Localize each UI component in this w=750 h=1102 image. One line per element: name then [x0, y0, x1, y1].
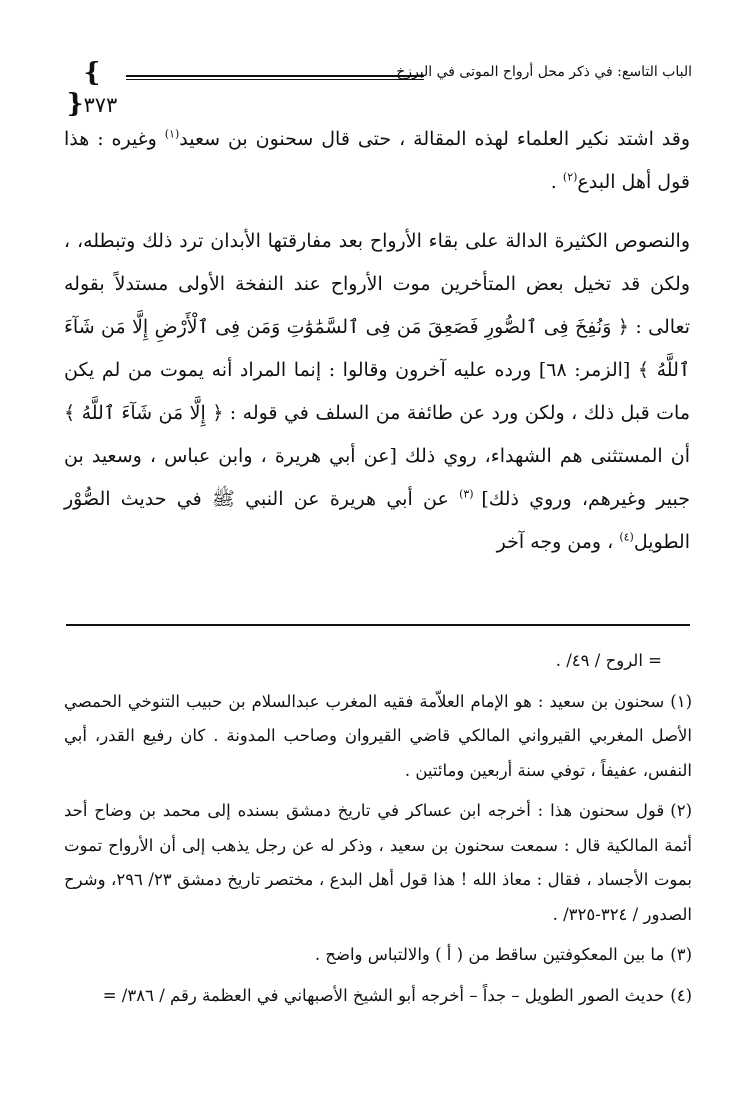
footnote-2: (٢)قول سحنون هذا : أخرجه ابن عساكر في تاريخ دمشق بسنده إلى محمد بن وضاح أحد أئمة المالكية قال : سمعت سحنون بن سعيد ، وذكر له عن رجل يذهب إلى أن الأرواح تموت بموت الأجساد ، فقال : معاذ الله ! هذا قول أهل البدع ، مختصر تاريخ دمشق ٢٣/ ٢٩٦، وشرح الصدور / ٣٢٤-٣٢٥/ .: [64, 801, 693, 924]
footnote-continuation: = الروح / ٤٩/ .: [555, 651, 662, 670]
footnote-number: (٣): [670, 945, 692, 964]
footnote-ref-3[interactable]: (٣): [459, 487, 482, 501]
paragraph-1: وقد اشتد نكير العلماء لهذه المقالة ، حتى قال سحنون بن سعيد$^{(١)}$ وغيره : هذا قول أهل البدع$^{(٢)}$ .: [64, 127, 691, 193]
page-number-box: [60, 58, 124, 119]
chapter-title: الباب التاسع: في ذكر محل أرواح الموتى في البرزخ: [396, 64, 692, 80]
header-rule-thin: [126, 79, 424, 80]
footnote-number: (٢): [670, 801, 692, 820]
header-rule: [126, 75, 424, 77]
page-number-bracket-icon: }: [83, 58, 101, 88]
running-header: [60, 52, 692, 119]
footnote-ref-4[interactable]: (٤): [619, 530, 634, 544]
footnote-number: (١): [670, 691, 692, 711]
page-number-bracket-icon: {: [66, 89, 84, 119]
quran-verse-1: ﴿ وَنُفِخَ فِى ٱلصُّورِ فَصَعِقَ مَن فِى ٱلسَّمَٰوَٰتِ وَمَن فِى ٱلْأَرْضِ إِلَّا مَن شَآءَ ٱللَّهُ ﴾: [64, 316, 690, 381]
footnote-ref-1[interactable]: (١): [164, 127, 180, 141]
footnote-1: (١)سحنون بن سعيد : هو الإمام العلاّمة فقيه المغرب عبدالسلام بن حبيب التنوخي الحمصي الأصل المغربي القيرواني المالكي قاضي القيروان وصاحب المدونة . كان رفيع القدر، أبي النفس، عفيفاً ، توفي سنة أربعين ومائتين .: [64, 691, 692, 780]
footnote-ref-2[interactable]: (٢): [562, 170, 578, 184]
main-text: [64, 118, 690, 564]
paragraph-2: والنصوص الكثيرة الدالة على بقاء الأرواح بعد مفارقتها الأبدان ترد ذلك وتبطله، ، ولكن قد تخيل بعض المتأخرين موت الأرواح عند النفخة الأولى مستدلاً بقوله تعالى : ﴿ وَنُفِخَ فِى ٱلصُّورِ فَصَعِقَ مَن فِى ٱلسَّمَٰوَٰتِ وَمَن فِى ٱلْأَرْضِ إِلَّا مَن شَآءَ ٱللَّهُ ﴾ [الزمر: ٦٨] ورده عليه آخرون وقالوا : إنما المراد أنه يموت من لم يكن مات قبل ذلك ، ولكن ورد عن طائفة من السلف في قوله : ﴿ إِلَّا مَن شَآءَ ٱللَّهُ ﴾ أن المستثنى هم الشهداء، روي ذلك [عن أبي هريرة ، وابن عباس ، وسعيد بن جبير وغيرهم، وروي ذلك] $^{(٣)}$ عن أبي هريرة عن النبي ﷺ في حديث الصُّوْر الطويل$^{(٤)}$ ، ومن وجه آخر: [64, 230, 691, 553]
quran-verse-2: ﴿ إِلَّا مَن شَآءَ ٱللَّهُ ﴾: [64, 402, 224, 424]
footnote-number: (٤): [670, 985, 692, 1005]
footnotes: [64, 644, 692, 1019]
footnote-3: (٣)ما بين المعكوفتين ساقط من ( أ ) والالتباس واضح .: [314, 945, 692, 964]
page-number: ٣٧٣: [83, 93, 118, 117]
footnote-4: (٤)حديث الصور الطويل – جداً – أخرجه أبو الشيخ الأصبهاني في العظمة رقم / ٣٨٦/ =: [102, 985, 692, 1005]
footnote-divider: [66, 624, 690, 626]
